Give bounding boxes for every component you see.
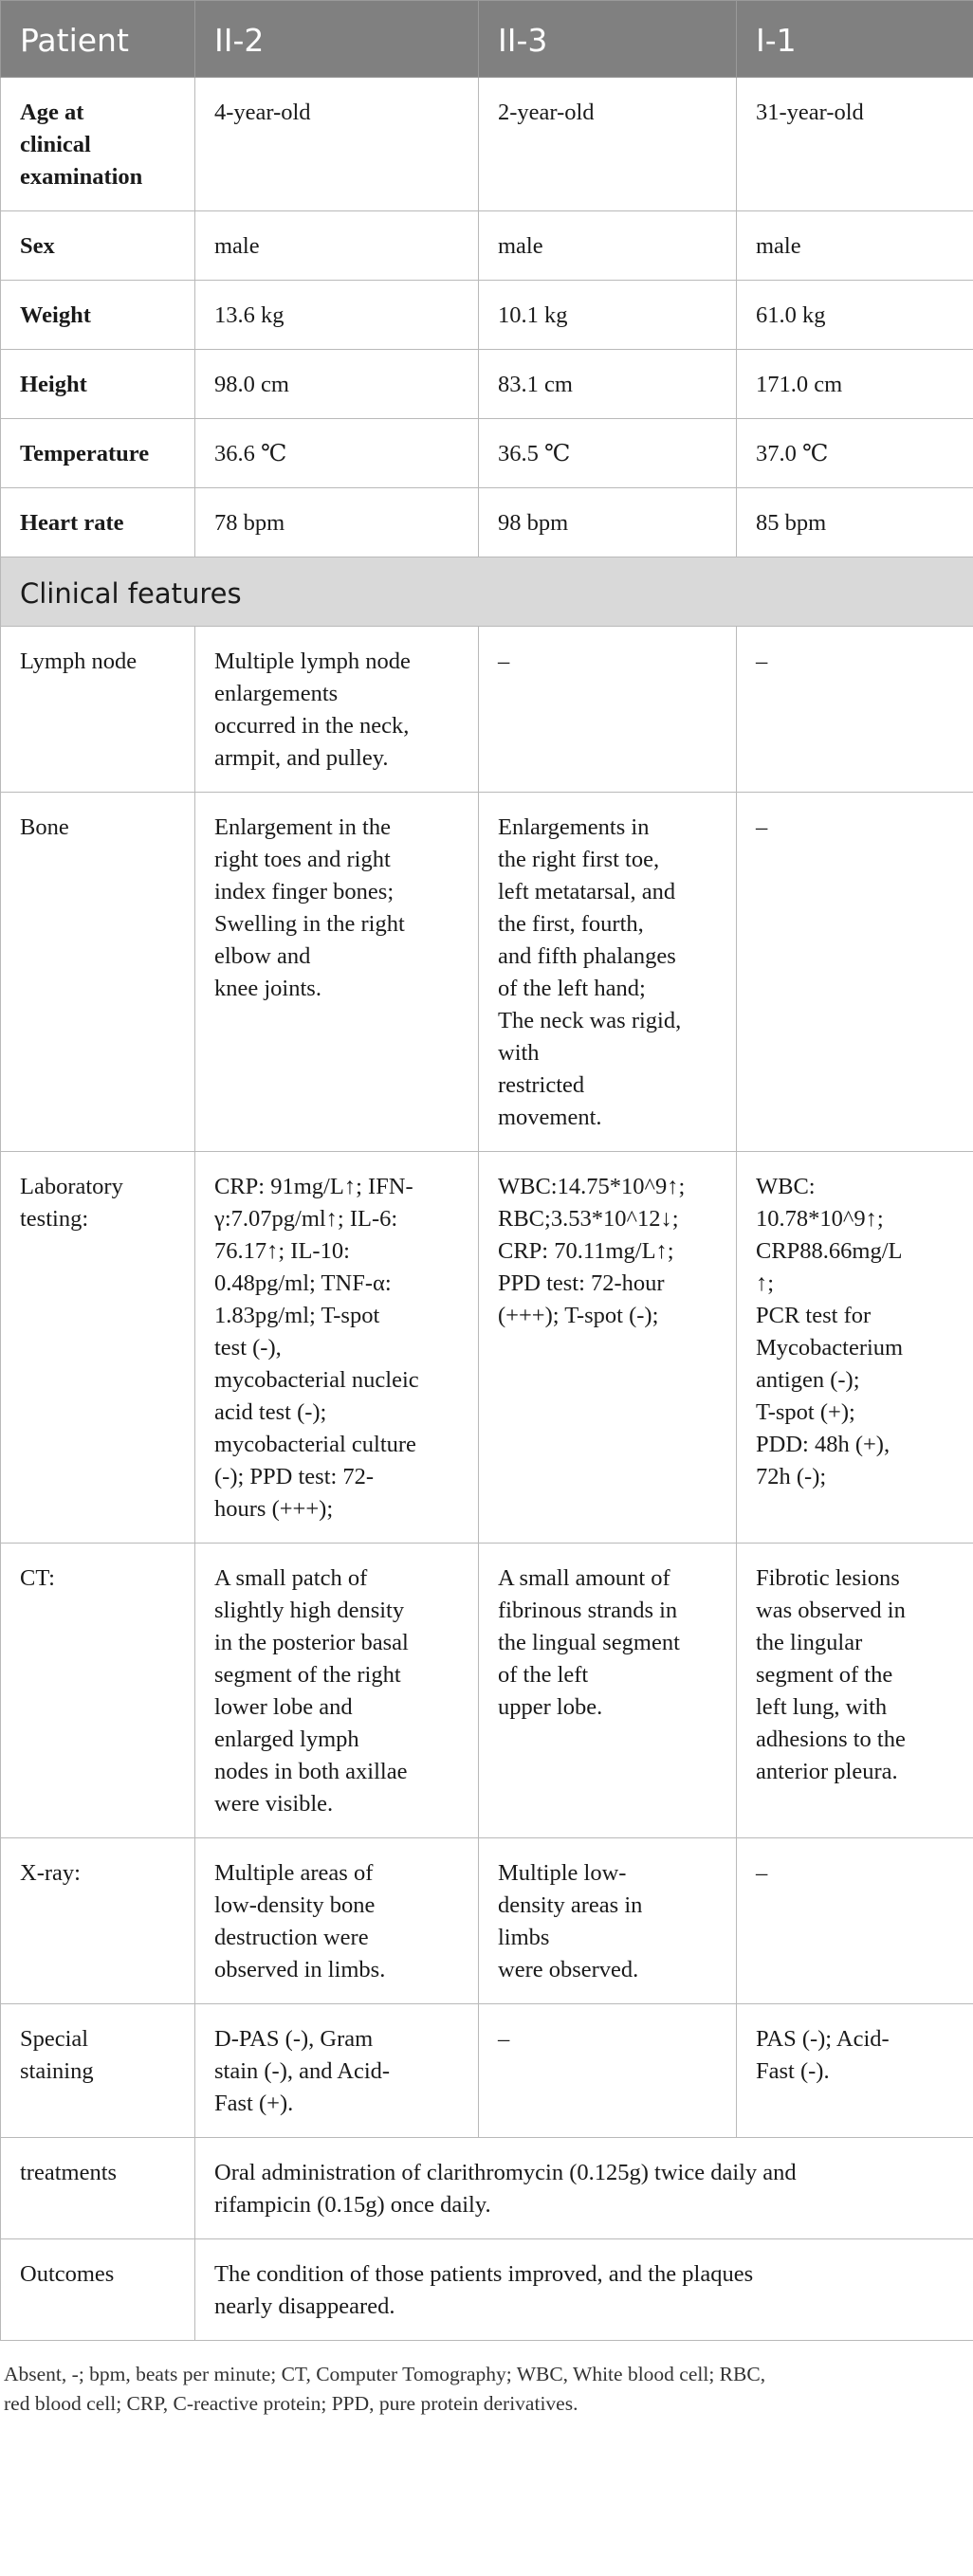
table-cell: Fibrotic lesions was observed in the lingular segment of the left lung, with adhesions to the anterior pleura. [737,1544,973,1838]
row-x-ray [1,1838,973,2004]
row-laboratory-testing [1,1152,973,1544]
table-cell: 98.0 cm [195,350,479,419]
table-cell: 61.0 kg [737,281,973,350]
table-cell: A small patch of slightly high density in the posterior basal segment of the right lower lobe and enlarged lymph nodes in both axillae were visible. [195,1544,479,1838]
header-row [1,1,973,78]
table-cell: male [195,211,479,281]
table-cell: – [737,1838,973,2004]
table-cell: Multiple lymph node enlargements occurred in the neck, armpit, and pulley. [195,627,479,793]
row-ct [1,1544,973,1838]
row-label: Sex [1,211,195,281]
table-cell: 13.6 kg [195,281,479,350]
row-label: Height [1,350,195,419]
table-cell: 10.1 kg [479,281,737,350]
table-cell: 31-year-old [737,78,973,211]
header-cell-patient: Patient [1,1,195,78]
table-cell: A small amount of fibrinous strands in the lingual segment of the left upper lobe. [479,1544,737,1838]
table-cell: 83.1 cm [479,350,737,419]
table-cell: WBC: 10.78*10^9↑; CRP88.66mg/L ↑; PCR test for Mycobacterium antigen (-); T-spot (+); PDD: 48h (+), 72h (-); [737,1152,973,1544]
table-cell: – [737,793,973,1152]
table-cell: WBC:14.75*10^9↑; RBC;3.53*10^12↓; CRP: 70.11mg/L↑; PPD test: 72-hour (+++); T-spot (-); [479,1152,737,1544]
row-outcomes [1,2239,973,2341]
table-cell: 171.0 cm [737,350,973,419]
section-row [1,557,973,627]
table-cell: Enlargements in the right first toe, left metatarsal, and the first, fourth, and fifth phalanges of the left hand; The neck was rigid, with restricted movement. [479,793,737,1152]
table-footnote: Absent, -; bpm, beats per minute; CT, Computer Tomography; WBC, White blood cell; RBC, red blood cell; CRP, C-reactive protein; PPD, pure protein derivatives. [4,2363,766,2415]
row-label: Special staining [1,2004,195,2138]
table-cell: male [479,211,737,281]
table-cell: Enlargement in the right toes and right index finger bones; Swelling in the right elbow and knee joints. [195,793,479,1152]
row-label: Outcomes [1,2239,195,2341]
row-temperature [1,419,973,488]
row-treatments [1,2138,973,2239]
table-cell-span: The condition of those patients improved, and the plaques nearly disappeared. [195,2239,973,2341]
header-cell-ii-3: II-3 [479,1,737,78]
table-cell: Multiple low- density areas in limbs were observed. [479,1838,737,2004]
row-special-staining [1,2004,973,2138]
row-label: Heart rate [1,488,195,557]
row-heart-rate [1,488,973,557]
table-cell: D-PAS (-), Gram stain (-), and Acid- Fast (+). [195,2004,479,2138]
row-height [1,350,973,419]
table-cell: 98 bpm [479,488,737,557]
row-lymph-node [1,627,973,793]
row-label: Weight [1,281,195,350]
row-label: Lymph node [1,627,195,793]
row-label: Bone [1,793,195,1152]
section-title: Clinical features [1,557,973,627]
row-label: Laboratory testing: [1,1152,195,1544]
header-cell-i-1: I-1 [737,1,973,78]
table-cell: 85 bpm [737,488,973,557]
table-cell: – [479,2004,737,2138]
row-label: Age at clinical examination [1,78,195,211]
row-sex [1,211,973,281]
row-label: X-ray: [1,1838,195,2004]
table-cell: male [737,211,973,281]
table-cell-span: Oral administration of clarithromycin (0.125g) twice daily and rifampicin (0.15g) once daily. [195,2138,973,2239]
table-cell: – [479,627,737,793]
table-cell: 36.5 ℃ [479,419,737,488]
table-cell: 2-year-old [479,78,737,211]
table-cell: CRP: 91mg/L↑; IFN- γ:7.07pg/ml↑; IL-6: 76.17↑; IL-10: 0.48pg/ml; TNF-α: 1.83pg/ml; T-spot test (-), mycobacterial nucleic acid test (-); mycobacterial culture (-); PPD test: 72- hours (+++); [195,1152,479,1544]
header-cell-ii-2: II-2 [195,1,479,78]
row-label: treatments [1,2138,195,2239]
table-cell: PAS (-); Acid- Fast (-). [737,2004,973,2138]
table-cell: – [737,627,973,793]
table-cell: Multiple areas of low-density bone destruction were observed in limbs. [195,1838,479,2004]
row-weight [1,281,973,350]
row-label: Temperature [1,419,195,488]
table-cell: 36.6 ℃ [195,419,479,488]
row-bone [1,793,973,1152]
table-cell: 4-year-old [195,78,479,211]
row-age [1,78,973,211]
table-cell: 37.0 ℃ [737,419,973,488]
row-label: CT: [1,1544,195,1838]
table-cell: 78 bpm [195,488,479,557]
